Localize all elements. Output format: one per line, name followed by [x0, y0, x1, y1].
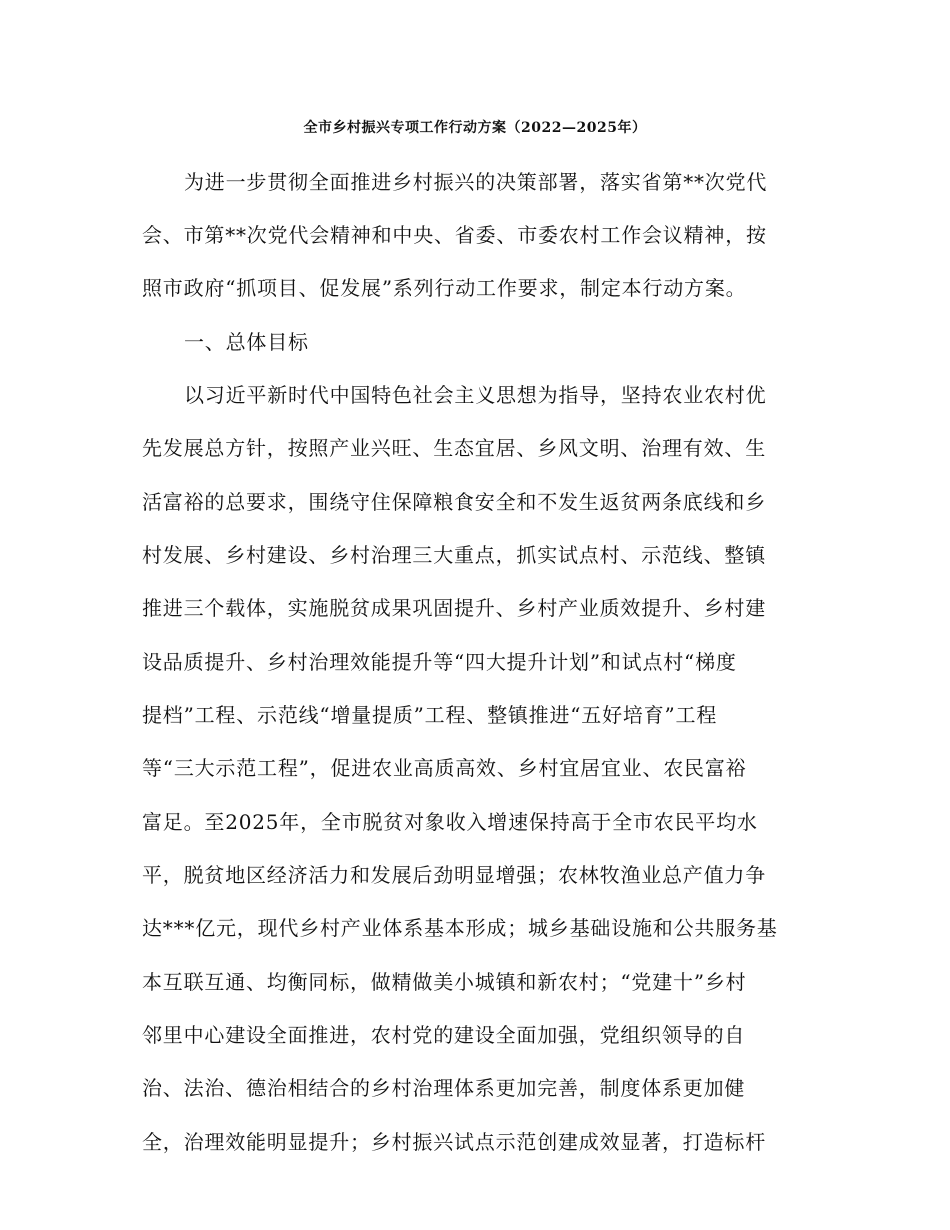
text-line-18: 治、法治、德治相结合的乡村治理体系更加完善，制度体系更加健	[142, 1076, 746, 1100]
text-line-14: 平，脱贫地区经济活力和发展后劲明显增强；农林牧渔业总产值力争	[142, 863, 766, 887]
text-line-6: 先发展总方针，按照产业兴旺、生态宜居、乡风文明、治理有效、生	[142, 436, 766, 460]
text-line-17: 邻里中心建设全面推进，农村党的建设全面加强，党组织领导的自	[142, 1023, 746, 1047]
text-line-16: 本互联互通、均衡同标，做精做美小城镇和新农村；“党建十”乡村	[142, 970, 747, 994]
text-line-5: 以习近平新时代中国特色社会主义思想为指导，坚持农业农村优	[184, 383, 767, 407]
text-line-8: 村发展、乡村建设、乡村治理三大重点，抓实试点村、示范线、整镇	[142, 543, 766, 567]
text-line-1: 为进一步贯彻全面推进乡村振兴的决策部署，落实省第**次党代	[184, 170, 768, 194]
section-heading: 一、总体目标	[184, 330, 309, 354]
text-line-3: 照市政府“抓项目、促发展”系列行动工作要求，制定本行动方案。	[142, 276, 747, 300]
text-line-11: 提档”工程、示范线“增量提质”工程、整镇推进“五好培育”工程	[142, 703, 718, 727]
text-line-13: 富足。至2025年，全市脱贫对象收入增速保持高于全市农民平均水	[142, 810, 758, 834]
text-line-10: 设品质提升、乡村治理效能提升等“四大提升计划”和试点村“梯度	[142, 650, 737, 674]
text-line-9: 推进三个载体，实施脱贫成果巩固提升、乡村产业质效提升、乡村建	[142, 596, 766, 620]
text-line-2: 会、市第**次党代会精神和中央、省委、市委农村工作会议精神，按	[142, 223, 767, 247]
text-line-12: 等“三大示范工程”，促进农业高质高效、乡村宜居宜业、农民富裕	[142, 756, 747, 780]
document-title: 全市乡村振兴专项工作行动方案（2022—2025年）	[303, 120, 647, 136]
text-line-15: 达***亿元，现代乡村产业体系基本形成；城乡基础设施和公共服务基	[142, 916, 778, 940]
text-line-19: 全，治理效能明显提升；乡村振兴试点示范创建成效显著，打造标杆	[142, 1130, 766, 1154]
text-line-7: 活富裕的总要求，围绕守住保障粮食安全和不发生返贫两条底线和乡	[142, 490, 766, 514]
